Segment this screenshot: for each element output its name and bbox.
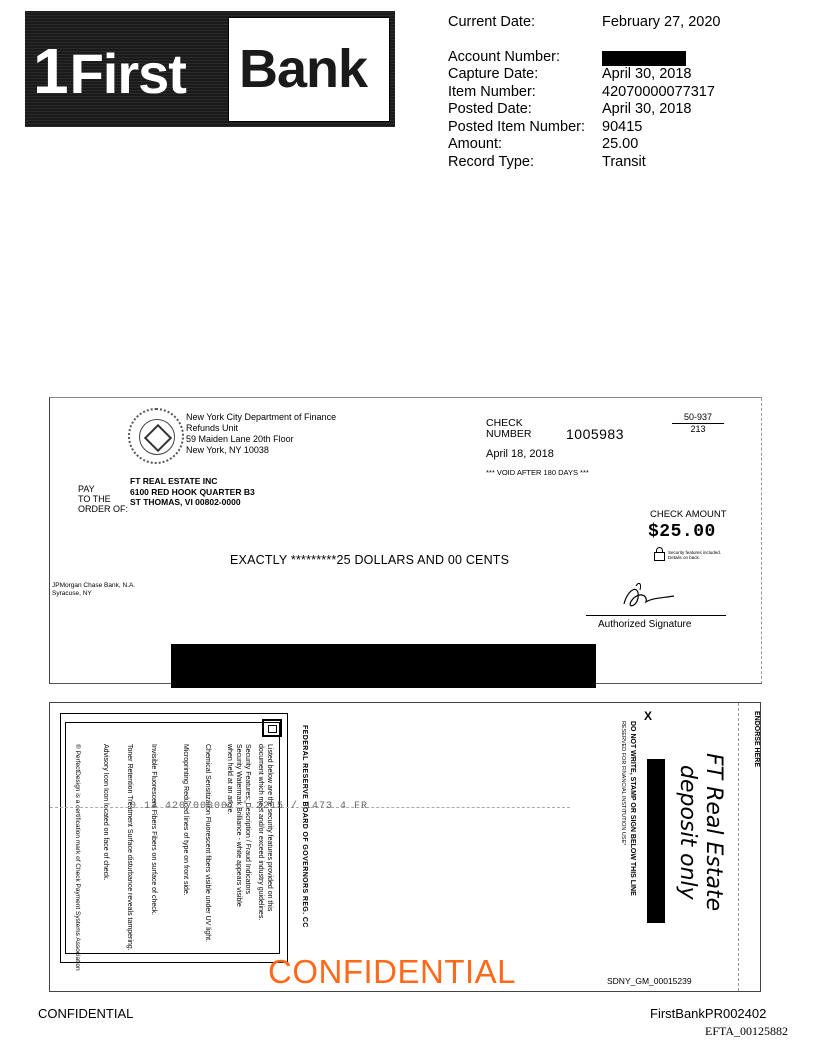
padlock-advisory-icon [262,719,282,737]
field-value: April 30, 2018 [602,66,692,82]
field-label: Record Type: [448,153,534,170]
pay-to-labels: PAY TO THE ORDER OF: [78,484,129,514]
first-bank-logo [25,11,395,127]
account-number-redaction [602,51,686,66]
authorized-signature-label: Authorized Signature [598,619,692,630]
confidential-stamp: CONFIDENTIAL [268,953,517,990]
security-note: Security features included. Details on back. [668,550,722,560]
field-value: 42070000077317 [602,83,715,100]
panel-line: Microprinting Reduced lines of type on front side. [182,744,189,896]
field-value: Transit [602,153,646,170]
check-number-label: CHECK NUMBER [486,417,532,440]
logo-first-text: 1First [33,35,186,107]
panel-line: Chemical Sensitization Fluorescent fibers visible under UV light. [204,744,211,943]
check-back-image [49,702,761,992]
bates-number: SDNY_GM_00015239 [607,976,692,986]
endorsement-x: X [644,709,653,723]
issuer-address: New York City Department of Finance Refunds Unit 59 Maiden Lane 20th Floor New York, NY 10038 [186,412,337,455]
panel-line: ® PerfectDesign is a certification mark of Check Payment Systems Association [74,744,81,971]
panel-line: Advisory Icon Icon located on face of check. [102,744,109,881]
panel-line: when held at an angle. [226,744,233,815]
field-label: Item Number: [448,83,536,100]
city-seal-icon [128,408,184,464]
panel-line: Toner Retention Treatment Surface disturbance reveals tampering. [126,744,133,951]
panel-line: document which meet and/or exceed industry guidelines. [257,744,264,921]
drawee-bank: JPMorgan Chase Bank, N.A. Syracuse, NY [52,582,136,597]
handwritten-endorsement-line-2: deposit only [675,765,700,900]
field-value: April 30, 2018 [602,101,692,117]
padlock-icon [654,552,665,561]
field-value: 90415 [602,118,643,135]
footer-document-id: FirstBankPR002402 [650,1006,767,1021]
panel-line: Security Features: Description / Fraud Indicators [244,744,251,895]
panel-line: Listed below are the security features provided on this [266,744,273,912]
back-micr-text: 0 13 4207000007 ' 2215 / 1473 4 FR [130,801,369,812]
check-date: April 18, 2018 [486,448,554,460]
field-label: Amount: [448,136,502,152]
routing-fraction: 50-937 213 [672,412,724,434]
endorse-sub-note: RESERVED FOR FINANCIAL INSTITUTION USE* [620,721,626,846]
signature-line [586,615,726,616]
check-number: 1005983 [566,426,625,442]
federal-reserve-text: FEDERAL RESERVE BOARD OF GOVERNORS REG. CC [301,725,308,928]
footer-confidential: CONFIDENTIAL [38,1006,134,1021]
field-label: Capture Date: [448,66,539,82]
check-amount: $25.00 [648,522,716,542]
void-note: *** VOID AFTER 180 DAYS *** [486,468,589,477]
endorse-here-label: ENDORSE HERE [753,711,760,768]
field-value: 25.00 [602,136,639,152]
account-number-label: Account Number: [448,48,561,65]
panel-line: Security Watermark Brilliance - white appears visible [235,744,242,907]
panel-line: Invisible Fluorescent Fibers Fibers on surface of check. [150,744,157,916]
logo-bank-box: Bank [228,17,390,122]
payee: FT REAL ESTATE INC 6100 RED HOOK QUARTER B3 ST THOMAS, VI 00802-0000 [130,476,255,507]
field-label: Posted Date: [448,101,532,117]
endorse-warning: DO NOT WRITE, STAMP OR SIGN BELOW THIS LINE [629,721,636,896]
handwritten-endorsement-line-1: FT Real Estate [701,753,726,912]
current-date-label: Current Date: [448,14,536,30]
amount-in-words: EXACTLY *********25 DOLLARS AND 00 CENTS [230,553,510,567]
micr-redaction [171,644,596,688]
current-date-value: February 27, 2020 [602,14,721,30]
security-features-panel [60,713,288,971]
field-label: Posted Item Number: [448,118,585,135]
check-amount-label: CHECK AMOUNT [650,509,727,520]
footer-efta-id: EFTA_00125882 [705,1024,789,1038]
check-front-image [49,397,762,684]
endorsement-redaction [647,759,665,923]
signature-scribble [618,578,678,614]
